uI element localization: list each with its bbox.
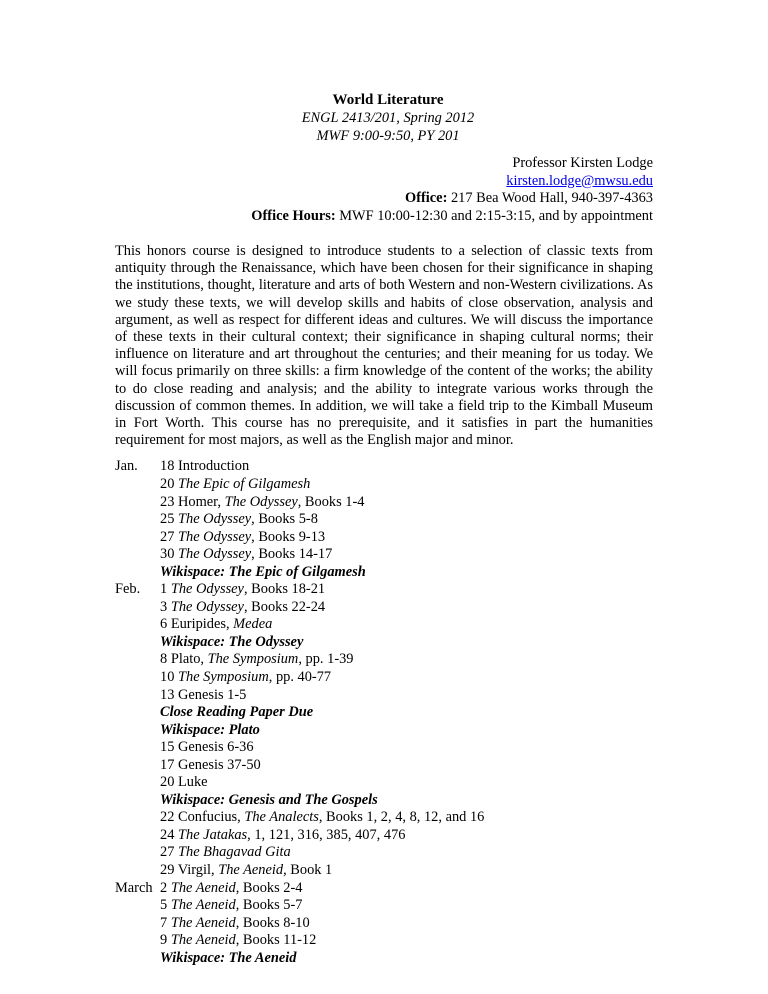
- schedule-work-title: The Odyssey: [170, 581, 244, 598]
- schedule-entry: [160, 564, 366, 582]
- schedule-entry: [160, 494, 365, 512]
- schedule-entry: [160, 511, 318, 529]
- schedule-month: [115, 634, 160, 652]
- schedule-row: [115, 932, 653, 950]
- schedule-month: [115, 511, 160, 529]
- schedule-text-suffix: , Books 22-24: [243, 598, 326, 615]
- schedule-month: [115, 494, 160, 512]
- schedule-work-title: The Odyssey: [224, 493, 298, 510]
- office-label: Office:: [405, 190, 448, 206]
- office-hours-value: MWF 10:00-12:30 and 2:15-3:15, and by appointment: [339, 207, 653, 224]
- schedule-text: Introduction: [178, 458, 250, 475]
- schedule-month: [115, 739, 160, 757]
- schedule-milestone: Wikispace: Plato: [160, 721, 260, 738]
- schedule-text-suffix: , Books 1, 2, 4, 8, 12, and 16: [318, 809, 485, 826]
- schedule-day: 27: [160, 528, 175, 545]
- schedule-month: [115, 774, 160, 792]
- schedule-row: [115, 722, 653, 740]
- schedule-entry: [160, 529, 325, 547]
- schedule-entry: [160, 458, 249, 476]
- schedule-work-title: The Symposium: [207, 651, 299, 668]
- meeting-time: MWF 9:00-9:50, PY 201: [316, 127, 460, 144]
- schedule-text-suffix: , Book 1: [283, 862, 333, 879]
- schedule-work-title: The Aeneid: [170, 914, 236, 931]
- schedule-text-suffix: , Books 18-21: [243, 581, 326, 598]
- schedule-month: [115, 546, 160, 564]
- schedule-row: [115, 616, 653, 634]
- instructor-name: Professor Kirsten Lodge: [512, 155, 653, 171]
- schedule-entry: [160, 844, 291, 862]
- syllabus-page: [115, 90, 653, 967]
- schedule-entry: [160, 932, 316, 950]
- schedule-work-title: The Odyssey: [178, 528, 252, 545]
- schedule-row: [115, 546, 653, 564]
- schedule-entry: [160, 757, 261, 775]
- schedule-day: 7: [160, 914, 168, 931]
- schedule-day: 18: [160, 458, 175, 475]
- schedule-day: 23: [160, 493, 175, 510]
- schedule-row: [115, 476, 653, 494]
- schedule-text: Genesis 1-5: [178, 686, 247, 703]
- schedule-text-suffix: , Books 1-4: [297, 493, 365, 510]
- schedule-work-title: Medea: [233, 616, 273, 633]
- schedule-month: [115, 687, 160, 705]
- schedule-row: [115, 634, 653, 652]
- schedule-text-suffix: , pp. 1-39: [298, 651, 354, 668]
- schedule-month: [115, 757, 160, 775]
- schedule-day: 9: [160, 932, 168, 949]
- schedule-row: [115, 529, 653, 547]
- schedule-milestone: Wikispace: The Odyssey: [160, 633, 304, 650]
- schedule-month: [115, 897, 160, 915]
- schedule-work-title: The Odyssey: [170, 598, 244, 615]
- schedule-list: [115, 458, 653, 967]
- schedule-row: [115, 511, 653, 529]
- schedule-entry: [160, 616, 272, 634]
- schedule-row: [115, 880, 653, 898]
- schedule-month: [115, 529, 160, 547]
- schedule-entry: [160, 792, 378, 810]
- schedule-day: 29: [160, 862, 175, 879]
- schedule-month: [115, 722, 160, 740]
- schedule-work-title: The Analects: [244, 809, 319, 826]
- schedule-entry: [160, 651, 354, 669]
- schedule-entry: [160, 599, 325, 617]
- schedule-milestone: Wikispace: The Epic of Gilgamesh: [160, 563, 366, 580]
- schedule-text: Euripides,: [170, 616, 234, 633]
- schedule-work-title: The Odyssey: [178, 511, 252, 528]
- schedule-entry: [160, 880, 302, 898]
- schedule-month: [115, 809, 160, 827]
- schedule-milestone: Close Reading Paper Due: [160, 704, 314, 721]
- schedule-entry: [160, 774, 208, 792]
- schedule-entry: [160, 897, 302, 915]
- schedule-month: [115, 862, 160, 880]
- schedule-entry: [160, 915, 310, 933]
- schedule-text-suffix: , pp. 40-77: [268, 669, 332, 685]
- schedule-month: [115, 564, 160, 582]
- schedule-month: [115, 704, 160, 722]
- schedule-work-title: The Epic of Gilgamesh: [178, 475, 311, 492]
- schedule-month: [115, 915, 160, 933]
- schedule-row: [115, 669, 653, 687]
- schedule-month: [115, 669, 160, 687]
- schedule-month: [115, 616, 160, 634]
- schedule-text-suffix: , Books 8-10: [235, 914, 310, 931]
- schedule-entry: [160, 739, 254, 757]
- schedule-work-title: The Aeneid: [170, 879, 236, 896]
- schedule-text-suffix: , Books 9-13: [251, 528, 326, 545]
- schedule-month: [115, 950, 160, 968]
- schedule-day: 22: [160, 809, 175, 826]
- schedule-row: [115, 564, 653, 582]
- schedule-row: [115, 651, 653, 669]
- schedule-row: [115, 950, 653, 968]
- schedule-row: [115, 809, 653, 827]
- schedule-row: [115, 915, 653, 933]
- schedule-row: [115, 599, 653, 617]
- schedule-row: [115, 757, 653, 775]
- office-line: [115, 190, 653, 208]
- schedule-day: 5: [160, 897, 168, 914]
- schedule-text: Genesis 6-36: [178, 739, 254, 756]
- schedule-text-suffix: , 1, 121, 316, 385, 407, 476: [247, 826, 406, 843]
- schedule-text: Virgil,: [177, 862, 219, 879]
- schedule-month: [115, 844, 160, 862]
- schedule-day: 2: [160, 879, 168, 896]
- schedule-day: 15: [160, 739, 175, 756]
- schedule-entry: [160, 704, 313, 722]
- schedule-day: 6: [160, 616, 168, 633]
- schedule-text: Luke: [178, 774, 208, 791]
- office-hours-line: [115, 208, 653, 226]
- schedule-row: [115, 581, 653, 599]
- schedule-work-title: The Bhagavad Gita: [178, 844, 291, 861]
- schedule-row: [115, 844, 653, 862]
- schedule-month: [115, 792, 160, 810]
- schedule-text-suffix: , Books 14-17: [251, 546, 333, 563]
- schedule-entry: [160, 950, 296, 968]
- schedule-month: Feb.: [115, 581, 141, 598]
- schedule-text: Confucius,: [178, 809, 245, 826]
- instructor-block: [115, 155, 653, 225]
- schedule-row: [115, 792, 653, 810]
- schedule-work-title: The Aeneid: [218, 862, 284, 879]
- schedule-row: [115, 704, 653, 722]
- schedule-month: [115, 651, 160, 669]
- schedule-text: Homer,: [178, 493, 225, 510]
- schedule-entry: [160, 581, 325, 599]
- schedule-work-title: The Symposium: [178, 669, 269, 685]
- schedule-day: 8: [160, 651, 168, 668]
- schedule-milestone: Wikispace: Genesis and The Gospels: [160, 791, 378, 808]
- schedule-text-suffix: , Books 2-4: [235, 879, 303, 896]
- schedule-entry: [160, 669, 331, 687]
- schedule-month: March: [115, 879, 153, 896]
- schedule-text: Genesis 37-50: [178, 756, 261, 773]
- schedule-entry: [160, 827, 405, 845]
- office-value: 217 Bea Wood Hall, 940-397-4363: [450, 190, 653, 206]
- schedule-text-suffix: , Books 11-12: [235, 932, 317, 949]
- schedule-day: 20: [160, 475, 175, 492]
- schedule-row: [115, 774, 653, 792]
- schedule-entry: [160, 634, 303, 652]
- schedule-row: [115, 897, 653, 915]
- course-description: This honors course is designed to introduce students to a selection of classic texts from antiquity through the Renaissance, which have been chosen for their significance in shaping the institutions, thought, literature and arts of both Western and non-Western civilizations. As we study these texts, we will develop skills and habits of close observation, analysis and argument, as well as respect for different ideas and cultures. We will discuss the importance of these texts in their cultural context; their significance in shaping cultural norms; their influence on literature and art throughout the centuries; and their meaning for us today. We will focus primarily on three skills: a firm knowledge of the content of the works; the ability to do close reading and analysis; and the ability to integrate various works through the discussion of common themes. In addition, we will take a field trip to the Kimball Museum in Fort Worth. This course has no prerequisite, and it satisfies in part the humanities requirement for most majors, as well as the English major and minor.: [115, 243, 653, 449]
- schedule-entry: [160, 546, 332, 564]
- instructor-email-link[interactable]: kirsten.lodge@mwsu.edu: [506, 172, 653, 189]
- schedule-day: 10: [160, 669, 175, 685]
- schedule-row: [115, 739, 653, 757]
- schedule-month: [115, 476, 160, 494]
- schedule-day: 30: [160, 546, 175, 563]
- schedule-day: 24: [160, 826, 175, 843]
- schedule-row: [115, 862, 653, 880]
- schedule-day: 1: [160, 581, 168, 598]
- schedule-row: [115, 687, 653, 705]
- schedule-day: 17: [160, 756, 175, 773]
- schedule-month: [115, 827, 160, 845]
- schedule-text: Plato,: [170, 651, 208, 668]
- course-number: ENGL 2413/201, Spring 2012: [301, 110, 475, 126]
- schedule-work-title: The Jatakas: [178, 826, 248, 843]
- schedule-day: 13: [160, 686, 175, 703]
- schedule-row: [115, 458, 653, 476]
- schedule-day: 25: [160, 511, 175, 528]
- schedule-text-suffix: , Books 5-7: [235, 897, 303, 914]
- schedule-work-title: The Odyssey: [178, 546, 252, 563]
- title-block: [115, 90, 653, 145]
- schedule-day: 3: [160, 598, 168, 615]
- schedule-milestone: Wikispace: The Aeneid: [160, 949, 297, 966]
- course-title: World Literature: [332, 92, 444, 108]
- schedule-month: [115, 599, 160, 617]
- schedule-month: Jan.: [115, 458, 138, 475]
- schedule-day: 20: [160, 774, 175, 791]
- schedule-entry: [160, 722, 260, 740]
- schedule-row: [115, 494, 653, 512]
- schedule-row: [115, 827, 653, 845]
- schedule-entry: [160, 476, 310, 494]
- schedule-entry: [160, 809, 484, 827]
- schedule-work-title: The Aeneid: [170, 897, 236, 914]
- office-hours-label: Office Hours:: [251, 207, 336, 224]
- schedule-month: [115, 932, 160, 950]
- schedule-work-title: The Aeneid: [170, 932, 236, 949]
- schedule-entry: [160, 862, 332, 880]
- schedule-text-suffix: , Books 5-8: [251, 511, 318, 528]
- schedule-entry: [160, 687, 246, 705]
- schedule-day: 27: [160, 844, 175, 861]
